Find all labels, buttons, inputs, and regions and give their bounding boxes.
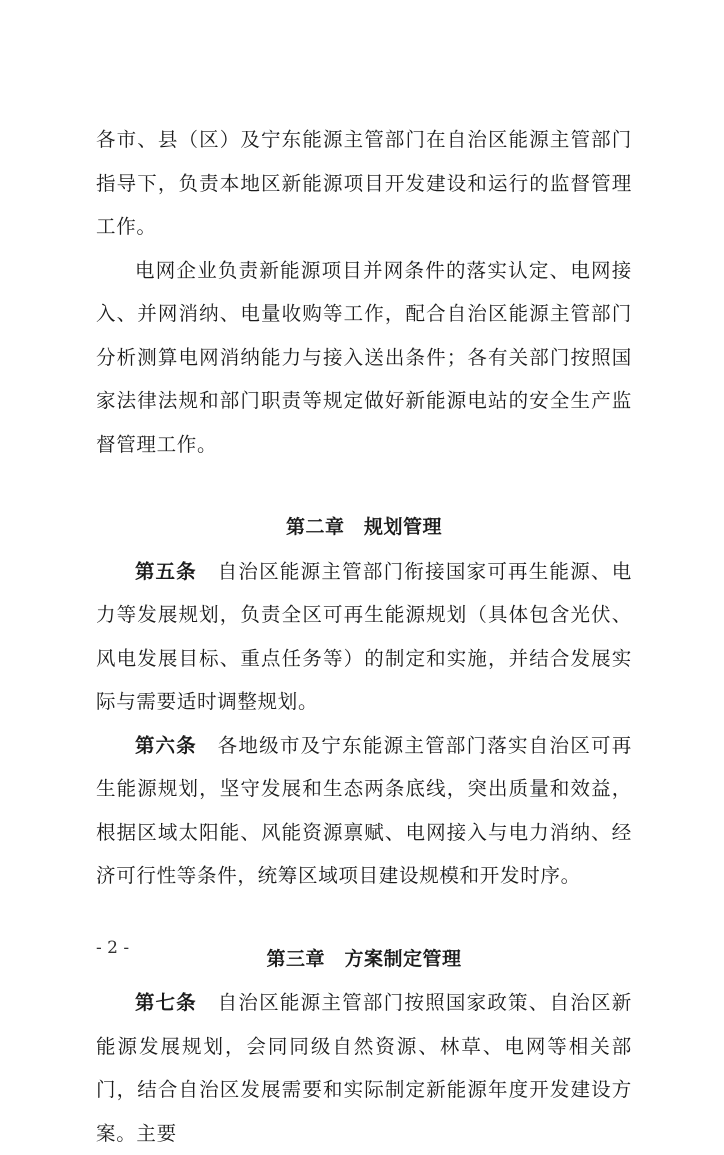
article-5-text: 自治区能源主管部门衔接国家可再生能源、电力等发展规划，负责全区可再生能源规划（具体包含光伏、风电发展目标、重点任务等）的制定和实施，并结合发展实际与需要适时调整规划。 bbox=[96, 559, 632, 713]
chapter-3-heading: 第三章 方案制定管理 bbox=[266, 947, 462, 970]
paragraph-local-authorities: 各市、县（区）及宁东能源主管部门在自治区能源主管部门指导下，负责本地区新能源项目开发建设和运行的监督管理工作。 bbox=[96, 128, 632, 238]
article-6-text: 各地级市及宁东能源主管部门落实自治区可再生能源规划，坚守发展和生态两条底线，突出质量和效益，根据区域太阳能、风能资源禀赋、电网接入与电力消纳、经济可行性等条件，统筹区域项目建设规模和开发时序。 bbox=[96, 733, 632, 887]
paragraph-grid-enterprises: 电网企业负责新能源项目并网条件的落实认定、电网接入、并网消纳、电量收购等工作，配合自治区能源主管部门分析测算电网消纳能力与接入送出条件；各有关部门按照国家法律法规和部门职责等规定做好新能源电站的安全生产监督管理工作。 bbox=[96, 258, 632, 456]
article-5-label: 第五条 bbox=[135, 559, 197, 583]
article-5 bbox=[96, 550, 632, 724]
article-7-text: 自治区能源主管部门按照国家政策、自治区新能源发展规划，会同同级自然资源、林草、电网等相关部门，结合自治区发展需要和实际制定新能源年度开发建设方案。主要 bbox=[96, 991, 632, 1145]
document-body bbox=[96, 118, 632, 1155]
article-7 bbox=[96, 981, 632, 1155]
chapter-2-heading: 第二章 规划管理 bbox=[285, 516, 442, 538]
article-7-label: 第七条 bbox=[135, 991, 197, 1014]
page-number: - 2 - bbox=[96, 938, 130, 958]
article-6-label: 第六条 bbox=[135, 733, 197, 757]
article-6 bbox=[96, 724, 632, 898]
